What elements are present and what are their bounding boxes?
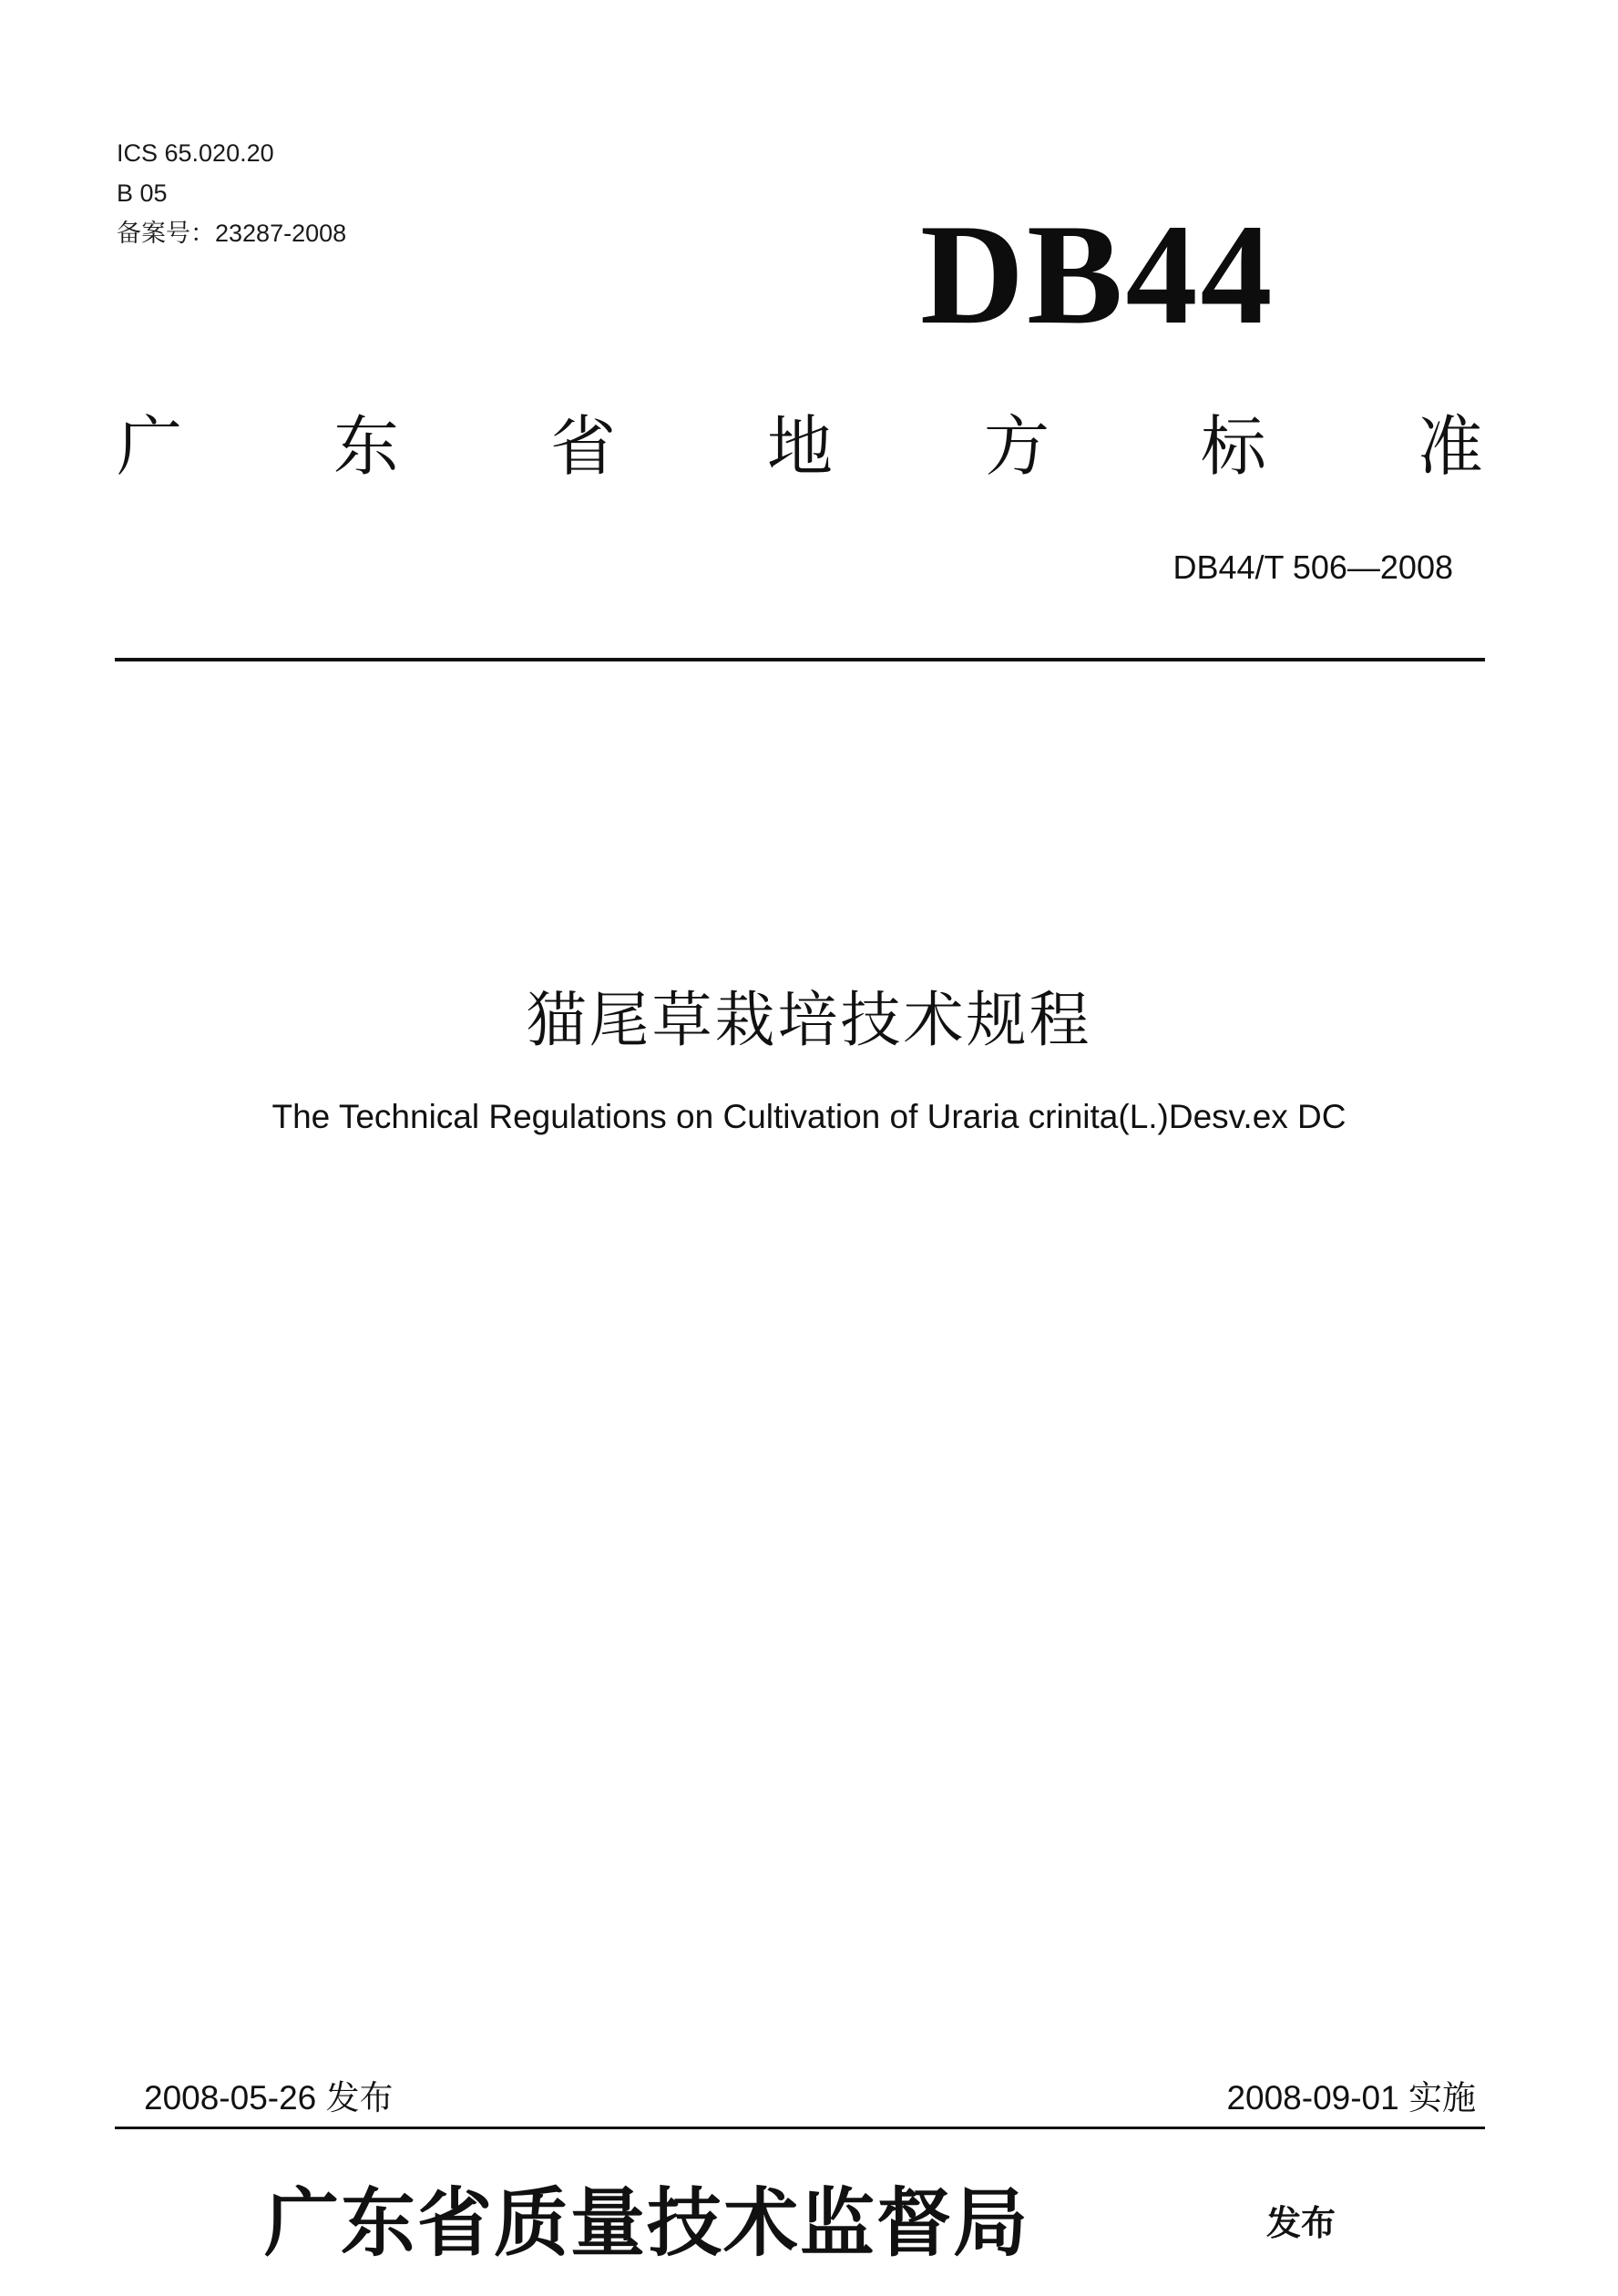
issuing-authority: 广东省质量技术监督局 [264, 2179, 1030, 2267]
standard-title-char: 广 [117, 408, 183, 485]
header-divider [115, 658, 1485, 661]
implement-date: 2008-09-01 实施 [1226, 2079, 1476, 2117]
document-title-english: The Technical Regulations on Cultivation of Uraria crinita(L.)Desv.ex DC [271, 1098, 1347, 1135]
db44-logo: DB44 [920, 195, 1275, 354]
ics-code: ICS 65.020.20 [117, 139, 274, 167]
record-number: 备案号：23287-2008 [117, 220, 347, 247]
standard-number: DB44/T 506—2008 [1173, 548, 1453, 586]
standard-title-char: 准 [1417, 408, 1483, 485]
publish-date: 2008-05-26 发布 [144, 2079, 394, 2117]
standard-title-char: 标 [1200, 408, 1266, 485]
document-title: 猫尾草栽培技术规程 [526, 985, 1092, 1055]
ccs-code: B 05 [117, 179, 168, 207]
footer-divider [115, 2127, 1485, 2129]
standard-title-char: 方 [983, 408, 1050, 485]
standard-title-char: 东 [333, 408, 399, 485]
standard-category-title [117, 401, 1483, 492]
standard-title-char: 省 [549, 408, 616, 485]
issue-label: 发布 [1266, 2203, 1336, 2243]
standard-title-char: 地 [766, 408, 833, 485]
